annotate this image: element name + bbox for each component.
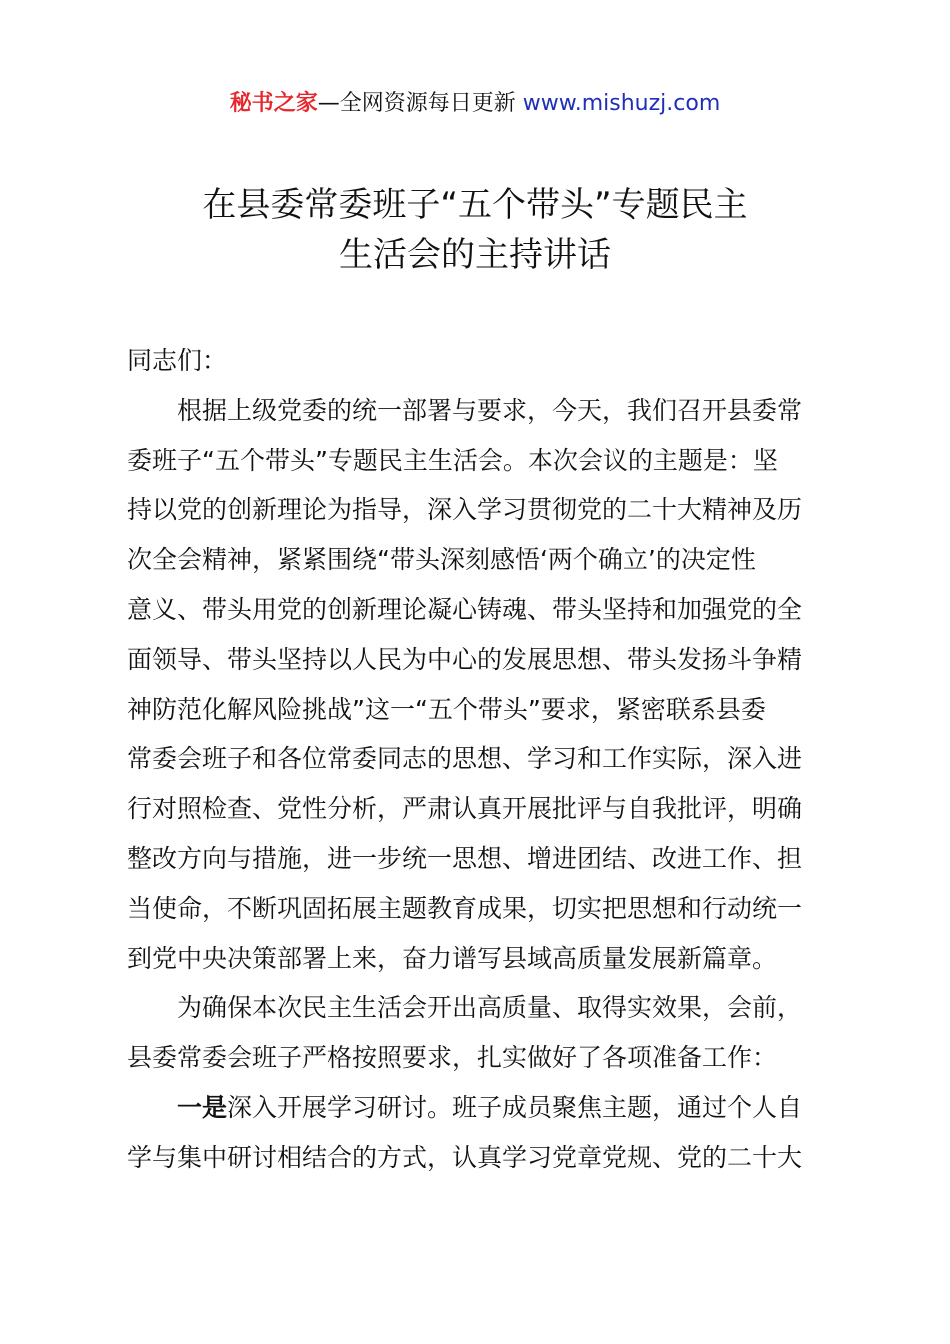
body-line-item-1 <box>127 1083 833 1133</box>
body-line: 委班子“五个带头”专题民主生活会。本次会议的主题是：坚 <box>127 445 778 475</box>
body-line: 到党中央决策部署上来，奋力谱写县域高质量发展新篇章。 <box>127 943 778 973</box>
item-1-label: 一是 <box>177 1092 228 1122</box>
greeting: 同志们： <box>127 346 228 375</box>
site-header <box>0 88 950 120</box>
title-line-1: 在县委常委班子“五个带头”专题民主 <box>202 185 748 225</box>
item-1-text: 深入开展学习研讨。班子成员聚焦主题，通过个人自 <box>227 1092 803 1122</box>
body-line: 行对照检查、党性分析，严肃认真开展批评与自我批评，明确 <box>127 794 803 824</box>
site-tagline: —全网资源每日更新 <box>317 91 523 116</box>
body-line: 次全会精神，紧紧围绕“带头深刻感悟‘两个确立’的决定性 <box>127 545 756 575</box>
body-line: 整改方向与措施，进一步统一思想、增进团结、改进工作、担 <box>127 843 803 873</box>
document-title <box>0 180 950 280</box>
body-line: 面领导、带头坚持以人民为中心的发展思想、带头发扬斗争精 <box>127 644 803 674</box>
body-line: 根据上级党委的统一部署与要求，今天，我们召开县委常 <box>177 395 803 425</box>
body-line: 神防范化解风险挑战”这一“五个带头”要求，紧密联系县委 <box>127 694 766 724</box>
body-line-last: 学与集中研讨相结合的方式，认真学习党章党规、党的二十大 <box>127 1142 803 1172</box>
body-line: 县委常委会班子严格按照要求，扎实做好了各项准备工作： <box>127 1043 778 1073</box>
body-line: 为确保本次民主生活会开出高质量、取得实效果，会前， <box>177 993 803 1023</box>
body-line: 持以党的创新理论为指导，深入学习贯彻党的二十大精神及历 <box>127 495 803 525</box>
body-line: 常委会班子和各位常委同志的思想、学习和工作实际，深入进 <box>127 744 803 774</box>
document-body <box>127 336 833 1183</box>
site-url-link[interactable]: www.mishuzj.com <box>522 91 721 116</box>
site-brand: 秘书之家 <box>229 91 318 116</box>
title-line-2: 生活会的主持讲话 <box>339 235 611 275</box>
body-line: 当使命，不断巩固拓展主题教育成果，切实把思想和行动统一 <box>127 893 803 923</box>
body-line: 意义、带头用党的创新理论凝心铸魂、带头坚持和加强党的全 <box>127 594 803 624</box>
